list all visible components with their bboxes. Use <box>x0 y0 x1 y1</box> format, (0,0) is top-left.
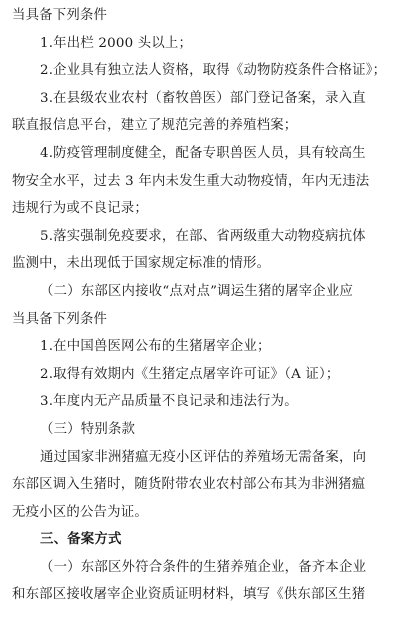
text-line: 当具备下列条件 <box>12 8 108 23</box>
text-line: 2.企业具有独立法人资格，取得《动物防疫条件合格证》； <box>40 63 387 79</box>
text-line: 当具备下列条件 <box>12 311 108 327</box>
section-heading: 三、备案方式 <box>40 531 122 548</box>
text-line: （一）东部区外符合条件的生猪养殖企业，备齐本企业 <box>40 559 367 575</box>
text-line: 东部区调入生猪时，随货附带农业农村部公布其为非洲猪瘟 <box>12 477 366 493</box>
text-line: 通过国家非洲猪瘟无疫小区评估的养殖场无需备案，向 <box>40 449 367 465</box>
text-line: 1.在中国兽医网公布的生猪屠宰企业； <box>40 339 271 355</box>
text-line: 3.在县级农业农村（畜牧兽医）部门登记备案，录入直 <box>40 90 366 106</box>
text-line: （三）特别条款 <box>40 421 136 437</box>
text-line: 无疫小区的公告为证。 <box>12 504 148 520</box>
text-line: 和东部区接收屠宰企业资质证明材料，填写《供东部区生猪 <box>12 587 366 603</box>
text-line: 4.防疫管理制度健全，配备专职兽医人员，具有较高生 <box>40 145 366 161</box>
text-line: 3.年度内无产品质量不良记录和违法行为。 <box>40 394 298 410</box>
text-line: （二）东部区内接收“点对点”调运生猪的屠宰企业应 <box>40 283 354 299</box>
text-line: 1.年出栏 2000 头以上； <box>40 35 193 51</box>
text-line: 联直报信息平台，建立了规范完善的养殖档案； <box>12 118 298 134</box>
text-line: 2.取得有效期内《生猪定点屠宰许可证》（A 证）； <box>40 366 340 382</box>
text-line: 5.落实强制免疫要求，在部、省两级重大动物疫病抗体 <box>40 228 366 244</box>
text-line: 监测中，未出现低于国家规定标准的情形。 <box>12 256 271 272</box>
text-line: 违规行为或不良记录； <box>12 201 148 217</box>
text-line: 物安全水平，过去 3 年内未发生重大动物疫情，年内无违法 <box>12 173 370 189</box>
